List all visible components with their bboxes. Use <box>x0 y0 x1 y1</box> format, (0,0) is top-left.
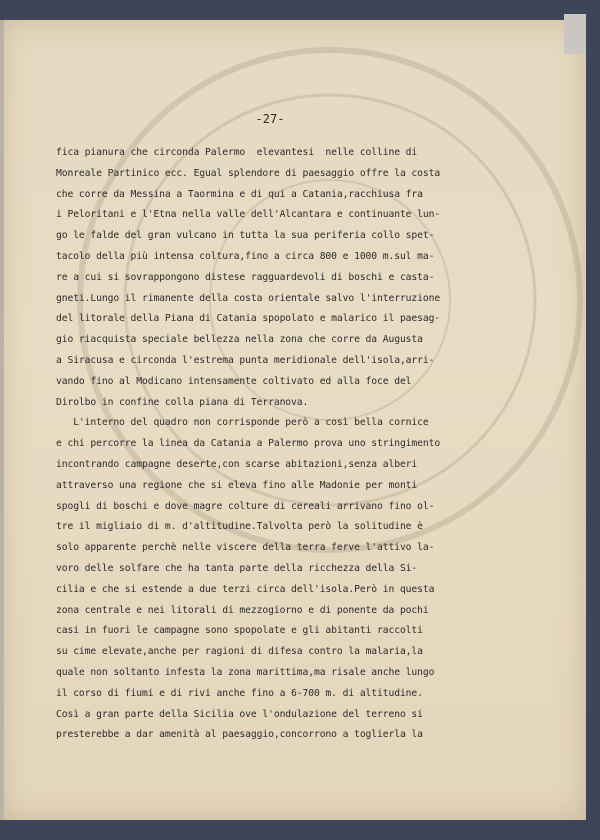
text-line: Dirolbo in confine colla piana di Terranova. <box>56 396 309 408</box>
text-line: che corre da Messina a Taormina e di qui a Catania,racchiusa fra <box>56 188 423 200</box>
text-line: go le falde del gran vulcano in tutta la sua periferia collo spet- <box>56 230 435 242</box>
text-line: a Siracusa e circonda l'estrema punta meridionale dell'isola,arri- <box>56 354 435 366</box>
body-text <box>56 143 526 746</box>
text-line: il corso di fiumi e di rivi anche fino a 6-700 m. di altitudine. <box>56 687 423 699</box>
text-line: incontrando campagne deserte,con scarse abitazioni,senza alberi <box>56 458 418 470</box>
text-line: del litorale della Piana di Catania spopolato e malarico il paesag- <box>56 313 441 325</box>
text-line: tacolo della più intensa coltura,fino a circa 800 e 1000 m.sul ma- <box>56 250 435 262</box>
text-line: casi in fuori le campagne sono spopolate e gli abitanti raccolti <box>56 625 423 637</box>
text-line: voro delle solfare che ha tanta parte della ricchezza della Si- <box>56 562 418 574</box>
text-line: su cime elevate,anche per ragioni di difesa contro la malaria,la <box>56 646 423 658</box>
text-line: quale non soltanto infesta la zona marittima,ma risale anche lungo <box>56 666 435 678</box>
text-line: tre il migliaio di m. d'altitudine.Talvolta però la solitudine è <box>56 521 423 533</box>
text-line: re a cui si sovrappongono distese ragguardevoli di boschi e casta- <box>56 271 435 283</box>
page-spine <box>0 20 4 820</box>
text-line: Così a gran parte della Sicilia ove l'ondulazione del terreno si <box>56 708 423 720</box>
text-line: L'interno del quadro non corrisponde però a così bella cornice <box>56 417 429 429</box>
text-line: vando fino al Modicano intensamente coltivato ed alla foce del <box>56 375 412 387</box>
text-line: fica pianura che circonda Palermo elevantesi nelle colline di <box>56 147 418 158</box>
text-line: attraverso una regione che si eleva fino alle Madonie per monti <box>56 479 418 491</box>
text-line: presterebbe a dar amenità al paesaggio,concorrono a toglierla la <box>56 729 423 741</box>
text-line: zona centrale e nei litorali di mezzogiorno e di ponente da pochi <box>56 604 429 616</box>
page-number: -27- <box>255 112 285 126</box>
text-line: gneti.Lungo il rimanente della costa orientale salvo l'interruzione <box>56 292 441 304</box>
text-line: Monreale Partinico ecc. Egual splendore di paesaggio offre la costa <box>56 167 441 179</box>
text-line: gio riacquista speciale bellezza nella zona che corre da Augusta <box>56 334 423 346</box>
text-line: solo apparente perchè nelle viscere della terra ferve l'attivo la- <box>56 542 435 554</box>
text-line: spogli di boschi e dove magre colture di cereali arrivano fino ol- <box>56 500 435 512</box>
text-line: cilia e che si estende a due terzi circa dell'isola.Però in questa <box>56 583 435 595</box>
text-line: i Peloritani e l'Etna nella valle dell'Alcantara e continuante lun- <box>56 209 441 221</box>
text-line: e chi percorre la linea da Catania a Palermo prova uno stringimento <box>56 438 441 450</box>
